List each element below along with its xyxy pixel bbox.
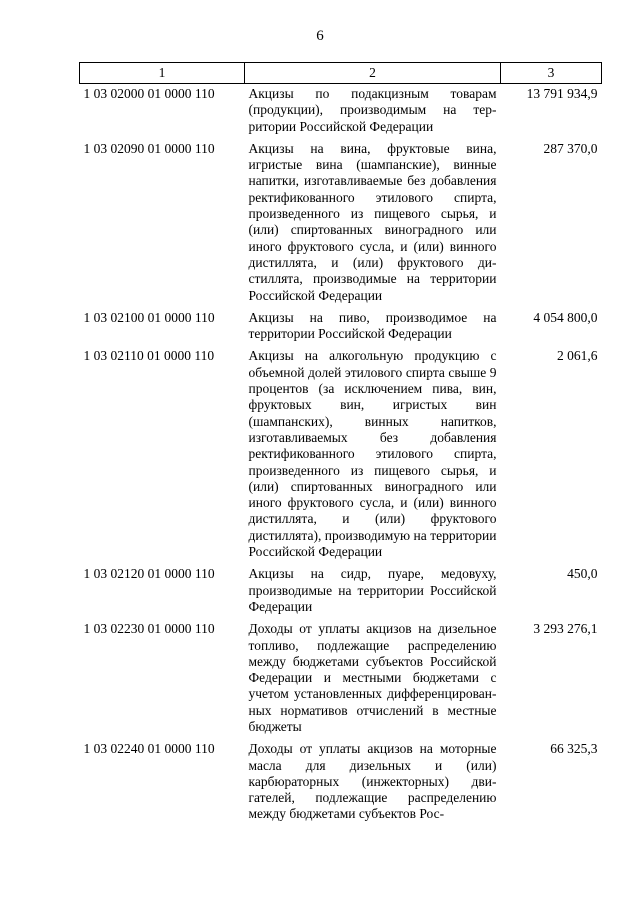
revenue-amount: 13 791 934,9 <box>526 86 598 101</box>
budget-code: 1 03 02230 01 0000 110 <box>83 621 215 637</box>
revenue-description: Акцизы на вина, фруктовые вина, игристые вина (шампанские), винные напитки, изготавливаемые без добавления ректификованного этилового спирта, произведенного из пищевого сырья, и (или) спиртованных виноградного или иного фруктового сусла, и (или) винного дистиллята, и (или) фруктового дистиллята, производимые на территории Российской Федерации <box>248 140 497 303</box>
revenue-amount: 3 293 276,1 <box>533 621 598 637</box>
revenue-amount: 287 370,0 <box>543 140 598 156</box>
table-row <box>80 308 602 347</box>
table-row <box>80 84 602 139</box>
revenue-description: Акцизы на алкогольную продукцию с объемной долей этилового спирта свыше 9 процентов (за исключением пива, вин, фруктовых вин, игристых вин (шампанских), винных напитков, изготавливаемых без добавления ректификованного этилового спирта, произведенного из пищевого сырья, и (или) спиртованных виноградного или иного фруктового сусла, и (или) винного дистиллята, и (или) фруктового дистиллята), производимую на территории Российской Федерации <box>248 348 497 560</box>
budget-code: 1 03 02100 01 0000 110 <box>83 309 215 325</box>
budget-revenue-table <box>79 62 602 827</box>
budget-code: 1 03 02240 01 0000 110 <box>83 741 215 757</box>
revenue-amount: 450,0 <box>567 566 598 582</box>
column-header-code: 1 <box>80 63 245 84</box>
table-row <box>80 139 602 308</box>
budget-code: 1 03 02000 01 0000 110 <box>83 86 215 101</box>
budget-code: 1 03 02120 01 0000 110 <box>83 566 215 582</box>
table-row <box>80 564 602 619</box>
revenue-description: Акцизы на пиво, производимое на территории Российской Федерации <box>248 309 497 342</box>
revenue-amount: 66 325,3 <box>550 741 598 757</box>
budget-code: 1 03 02110 01 0000 110 <box>83 348 215 364</box>
revenue-description: Доходы от уплаты акцизов на дизельное топливо, подлежащие распределению между бюджетами субъектов Российской Федерации и местными бюджетами с учетом установленных дифференцированных нормативов отчислений в местные бюджеты <box>248 621 497 734</box>
revenue-amount: 2 061,6 <box>557 348 598 364</box>
revenue-description: Акцизы по подакцизным товарам (продукции), производимым на территории Российской Федерации <box>248 86 497 134</box>
revenue-description: Доходы от уплаты акцизов на моторные масла для дизельных и (или) карбюраторных (инжекторных) двигателей, подлежащие распределению между бюджетами субъектов Рос- <box>248 741 497 822</box>
page-number: 6 <box>316 28 324 44</box>
table-row <box>80 346 602 564</box>
budget-code: 1 03 02090 01 0000 110 <box>83 140 215 156</box>
revenue-description: Акцизы на сидр, пуаре, медовуху, производимые на территории Российской Федерации <box>248 566 497 614</box>
table-row <box>80 739 602 826</box>
column-header-amount: 3 <box>501 63 602 84</box>
table-row <box>80 619 602 739</box>
revenue-amount: 4 054 800,0 <box>533 309 598 325</box>
column-header-description: 2 <box>245 63 501 84</box>
table-header-row <box>80 63 602 84</box>
